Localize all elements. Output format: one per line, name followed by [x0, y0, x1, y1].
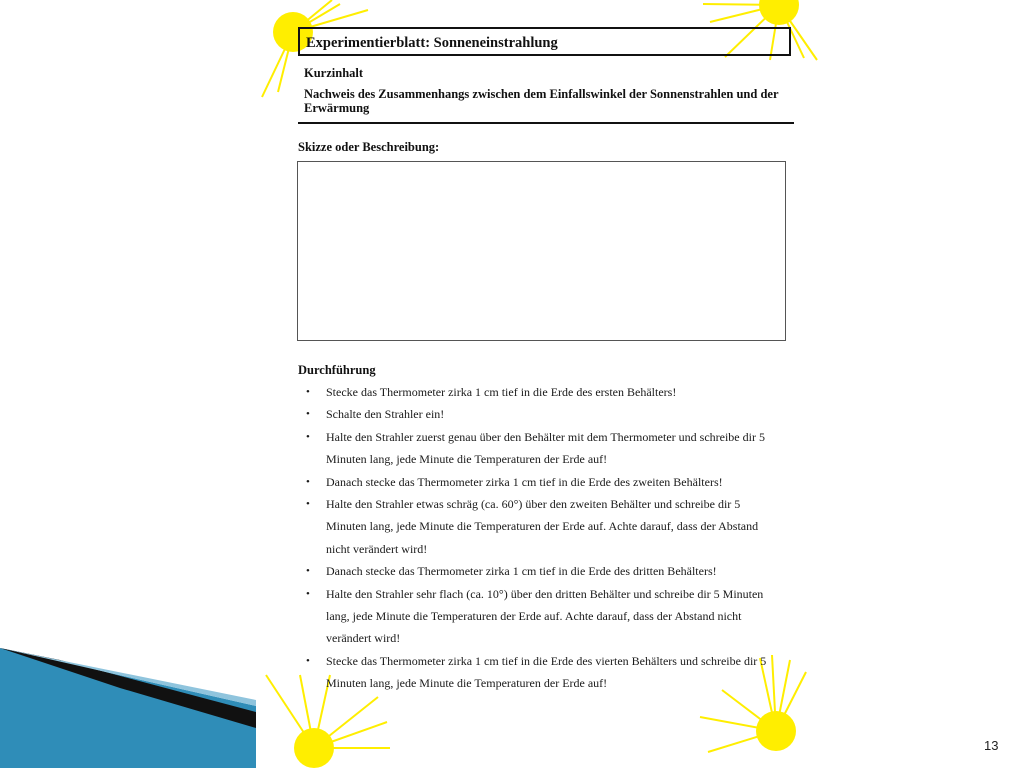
- step-text: Danach stecke das Thermometer zirka 1 cm tief in die Erde des zweiten Behälters!: [326, 474, 723, 489]
- step-text: Danach stecke das Thermometer zirka 1 cm tief in die Erde des dritten Behälters!: [326, 564, 717, 579]
- summary-text: Nachweis des Zusammenhangs zwischen dem Einfallswinkel der Sonnenstrahlen und der Erwärmung: [304, 87, 779, 115]
- corner-ribbon: [0, 648, 256, 768]
- list-item: [298, 471, 778, 493]
- step-text: Halte den Strahler etwas schräg (ca. 60°) über den zweiten Behälter und schreibe dir 5 Minuten lang, jede Minute die Temperaturen der Erde auf. Achte darauf, dass der Abstand nicht verändert wird!: [326, 497, 759, 556]
- bullet-icon: •: [306, 654, 310, 667]
- bullet-icon: •: [306, 498, 310, 511]
- bullet-icon: •: [306, 475, 310, 488]
- bullet-icon: •: [306, 386, 310, 398]
- bullet-icon: •: [306, 408, 310, 421]
- list-item: [298, 403, 778, 425]
- step-text: Halte den Strahler zuerst genau über den Behälter mit dem Thermometer und schreibe dir 5 Minuten lang, jede Minute die Temperaturen der Erde auf!: [326, 429, 765, 467]
- procedure-list: [298, 381, 778, 695]
- divider: [298, 122, 794, 124]
- list-item: [298, 583, 778, 650]
- step-text: Stecke das Thermometer zirka 1 cm tief in die Erde des vierten Behälters und schreibe dir 5 Minuten lang, jede Minute die Temperaturen der Erde auf!: [326, 653, 767, 691]
- page-number: 13: [984, 738, 999, 753]
- title-box: [298, 27, 791, 56]
- procedure-label: Durchführung: [298, 363, 376, 377]
- list-item: [298, 560, 778, 582]
- bullet-icon: •: [306, 587, 310, 600]
- list-item: [298, 493, 778, 560]
- bullet-icon: •: [306, 565, 310, 578]
- step-text: Schalte den Strahler ein!: [326, 407, 445, 422]
- step-text: Halte den Strahler sehr flach (ca. 10°) über den dritten Behälter und schreibe dir 5 Minuten lang, jede Minute die Temperaturen der Erde auf. Achte darauf, dass der Abstand nicht verändert wird!: [326, 586, 764, 646]
- page-title: Experimentierblatt: Sonneneinstrahlung: [306, 35, 558, 51]
- list-item: [298, 650, 778, 695]
- step-text: Stecke das Thermometer zirka 1 cm tief in die Erde des ersten Behälters!: [326, 385, 677, 399]
- sketch-box[interactable]: [297, 161, 786, 341]
- sketch-label: Skizze oder Beschreibung:: [298, 140, 440, 154]
- bullet-icon: •: [306, 430, 310, 443]
- summary-label: Kurzinhalt: [304, 66, 364, 80]
- list-item: [298, 381, 778, 403]
- list-item: [298, 426, 778, 471]
